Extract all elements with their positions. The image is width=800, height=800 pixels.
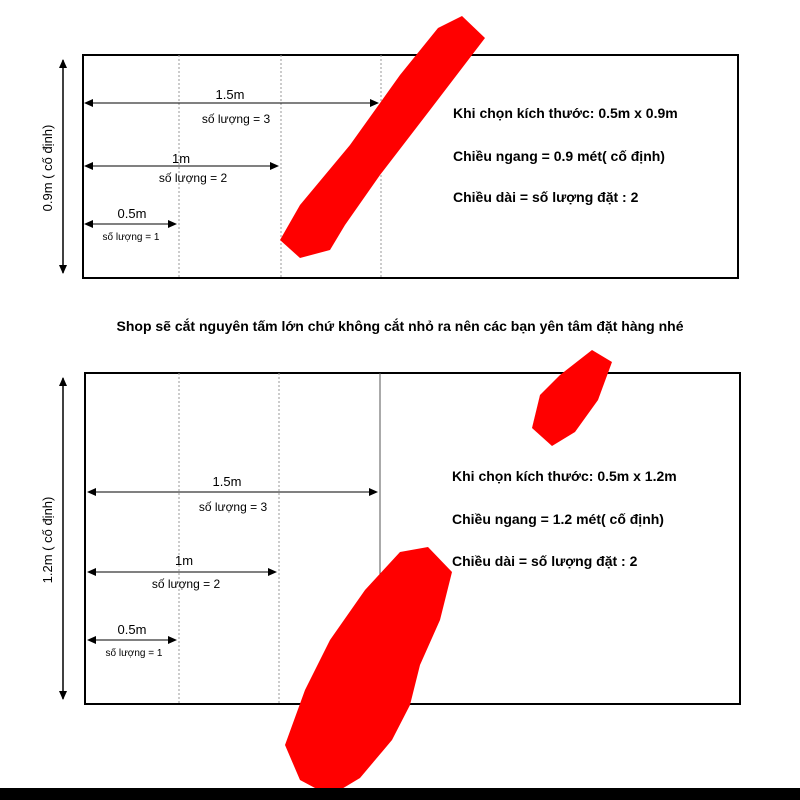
info-width-fixed: Chiều ngang = 0.9 mét( cố định) bbox=[453, 148, 665, 164]
length-label-1-5m: 1.5m bbox=[212, 474, 242, 489]
length-label-0-5m: 0.5m bbox=[117, 622, 147, 637]
quantity-label-3: số lượng = 3 bbox=[201, 112, 271, 126]
height-label: 1.2m ( cố định) bbox=[40, 496, 55, 584]
red-scribble-mark bbox=[532, 350, 612, 446]
length-label-1m: 1m bbox=[171, 151, 191, 166]
red-scribble-mark bbox=[280, 16, 485, 258]
quantity-label-2: số lượng = 2 bbox=[151, 577, 221, 591]
info-length-rule: Chiều dài = số lượng đặt : 2 bbox=[453, 189, 639, 205]
length-label-1-5m: 1.5m bbox=[215, 87, 245, 102]
diagram-top bbox=[40, 16, 738, 278]
height-label: 0.9m ( cố định) bbox=[40, 124, 55, 212]
bottom-bar bbox=[0, 788, 800, 800]
quantity-label-1: số lượng = 1 bbox=[102, 232, 160, 243]
quantity-label-3: số lượng = 3 bbox=[198, 500, 268, 514]
info-length-rule: Chiều dài = số lượng đặt : 2 bbox=[452, 553, 638, 569]
info-width-fixed: Chiều ngang = 1.2 mét( cố định) bbox=[452, 511, 664, 527]
red-scribble-mark bbox=[285, 547, 452, 796]
info-size-selection: Khi chọn kích thước: 0.5m x 0.9m bbox=[453, 105, 678, 121]
info-size-selection: Khi chọn kích thước: 0.5m x 1.2m bbox=[452, 468, 677, 484]
shop-note: Shop sẽ cắt nguyên tấm lớn chứ không cắt nhỏ ra nên các bạn yên tâm đặt hàng nhé bbox=[116, 318, 684, 334]
quantity-label-1: số lượng = 1 bbox=[105, 648, 163, 659]
length-label-1m: 1m bbox=[174, 553, 194, 568]
length-label-0-5m: 0.5m bbox=[117, 206, 147, 221]
diagram-bottom bbox=[40, 350, 740, 796]
quantity-label-2: số lượng = 2 bbox=[158, 171, 228, 185]
